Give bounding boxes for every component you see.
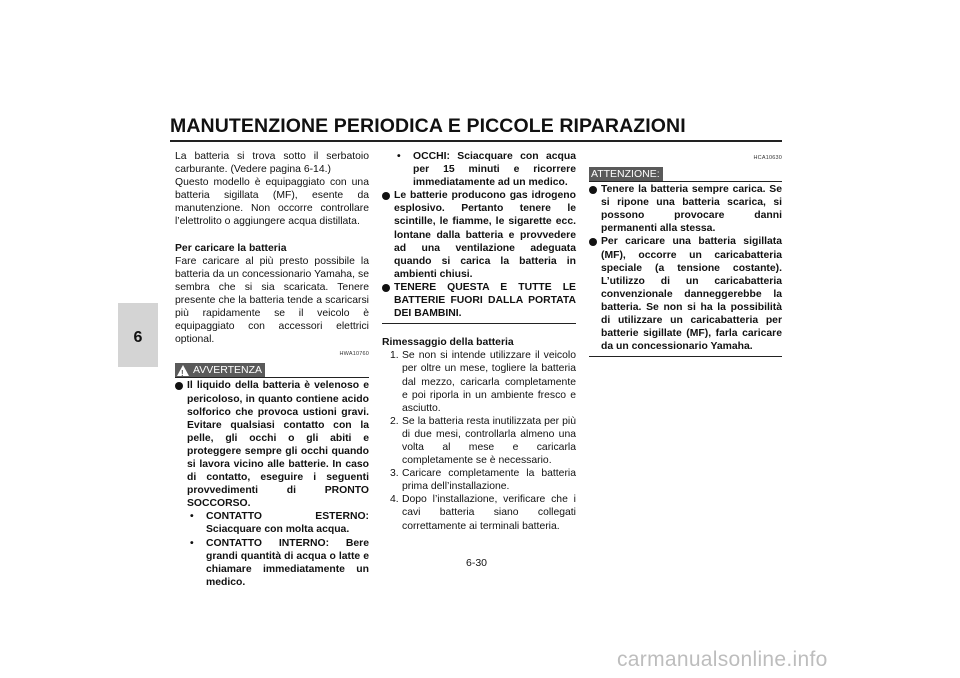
warning-bullet — [175, 379, 369, 510]
bullet-icon — [382, 284, 390, 292]
watermark: carmanualsonline.info — [617, 648, 828, 671]
sub-bullet-icon: • — [397, 151, 401, 162]
warning-bullet-children-text: TENERE QUESTA E TUTTE LE BATTERIE FUORI DALLA PORTATA DEI BAMBINI. — [394, 281, 576, 320]
warning-bullet-hydrogen — [382, 189, 576, 281]
warning-badge — [175, 363, 265, 378]
caution-code: HCA10630 — [753, 155, 782, 161]
first-aid-eyes-text: OCCHI: Sciacquare con acqua per 15 minuti e ricorrere immediatamente ad un medico. — [413, 151, 576, 189]
storage-step-3 — [382, 467, 576, 493]
bullet-icon — [589, 186, 597, 194]
caution-header — [589, 167, 782, 183]
warning-label: AVVERTENZA — [193, 364, 263, 377]
caution-bullet-charger-text: Per caricare una batteria sigillata (MF), occorre un caricabatteria speciale (a tensione costante). L’utilizzo di un caricabatteria convenzionale danneggerebbe la batteria. Se non si ha la possibilità di utilizzare un caricabatteria per batterie sigillate (MF), farla caricare da un concessionario Yamaha. — [601, 236, 782, 353]
chapter-number: 6 — [133, 329, 143, 346]
bullet-icon — [175, 382, 183, 390]
paragraph-battery-location: La batteria si trova sotto il serbatoio carburante. (Vedere pagina 6-14.) — [175, 151, 369, 176]
first-aid-internal-text: CONTATTO INTERNO: Bere grandi quantità di acqua o latte e chiamare immediatamente un medico. — [206, 537, 369, 588]
step-number: 4. — [390, 494, 399, 506]
caution-rule — [589, 181, 782, 182]
column-2 — [382, 150, 576, 533]
first-aid-external-text: CONTATTO ESTERNO: Sciacquare con molta acqua. — [206, 511, 369, 536]
warning-header — [175, 363, 369, 379]
step-text: Se non si intende utilizzare il veicolo per oltre un mese, togliere la batteria dal mezzo, caricarla completamente e poi riporla in un ambiente fresco e asciutto. — [402, 350, 576, 414]
column-1 — [175, 150, 369, 589]
storage-step-2 — [382, 415, 576, 467]
sub-bullet-icon: • — [190, 511, 194, 523]
column-3 — [589, 150, 782, 357]
paragraph-charging: Fare caricare al più presto possibile la batteria da un concessionario Yamaha, se sembra che si sia scaricata. Tenere presente che la batteria tende a scaricarsi più rapidamente se il veicolo è equipaggiato con accessori elettrici optional. — [175, 255, 369, 346]
bullet-icon — [382, 192, 390, 200]
storage-step-1 — [382, 349, 576, 414]
warning-end-rule — [382, 323, 576, 324]
caution-end-rule — [589, 356, 782, 357]
sub-bullet-icon: • — [190, 537, 194, 549]
heading-storage: Rimessaggio della batteria — [382, 337, 514, 349]
heading-charging: Per caricare la batteria — [175, 242, 287, 254]
warning-bullet-children — [382, 281, 576, 320]
warning-triangle-icon — [177, 365, 189, 376]
chapter-tab — [118, 303, 158, 367]
first-aid-external — [187, 510, 369, 536]
page-number: 6-30 — [466, 557, 488, 569]
caution-badge — [589, 167, 663, 182]
warning-bullet-text: Il liquido della batteria è velenoso e pericoloso, in quanto contiene acido solforico che provoca ustioni gravi. Evitare qualsiasi contatto con la pelle, gli occhi o gli abiti e proteggere sempre gli occhi quando si lavora vicino alle batterie. In caso di contatto, eseguire i seguenti provvedimenti di PRONTO SOCCORSO. — [187, 380, 369, 510]
first-aid-eyes — [394, 150, 576, 189]
caution-bullet-keep-charged — [589, 183, 782, 235]
step-text: Caricare completamente la batteria prima dell’installazione. — [402, 468, 576, 493]
step-text: Se la batteria resta inutilizzata per più di due mesi, controllarla almeno una volta al mese e caricarla completamente se è necessario. — [402, 415, 576, 467]
caution-bullet-charger — [589, 235, 782, 353]
caution-bullet-keep-charged-text: Tenere la batteria sempre carica. Se si ripone una batteria scarica, si possono provocare danni permanenti alla stessa. — [601, 184, 782, 235]
step-number: 3. — [390, 468, 399, 480]
first-aid-internal — [187, 537, 369, 589]
title-rule — [170, 140, 782, 142]
storage-step-4 — [382, 493, 576, 532]
caution-label: ATTENZIONE: — [591, 168, 660, 181]
step-text: Dopo l’installazione, verificare che i cavi batteria siano collegati correttamente ai terminali batteria. — [402, 494, 576, 532]
bullet-icon — [589, 238, 597, 246]
warning-rule — [175, 377, 369, 378]
paragraph-mf-battery: Questo modello è equipaggiato con una batteria sigillata (MF), esente da manutenzione. Non occorre controllare l’elettrolito o aggiungere acqua distillata. — [175, 177, 369, 228]
page-title: MANUTENZIONE PERIODICA E PICCOLE RIPARAZIONI — [170, 115, 686, 137]
step-number: 2. — [390, 415, 399, 427]
step-number: 1. — [390, 350, 399, 362]
warning-code: HWA10760 — [339, 351, 369, 358]
warning-bullet-hydrogen-text: Le batterie producono gas idrogeno esplosivo. Pertanto tenere le scintille, le fiamme, le sigarette ecc. lontane dalla batteria e provvedere ad una ventilazione adeguata quando si carica la batteria in ambienti chiusi. — [394, 190, 576, 280]
